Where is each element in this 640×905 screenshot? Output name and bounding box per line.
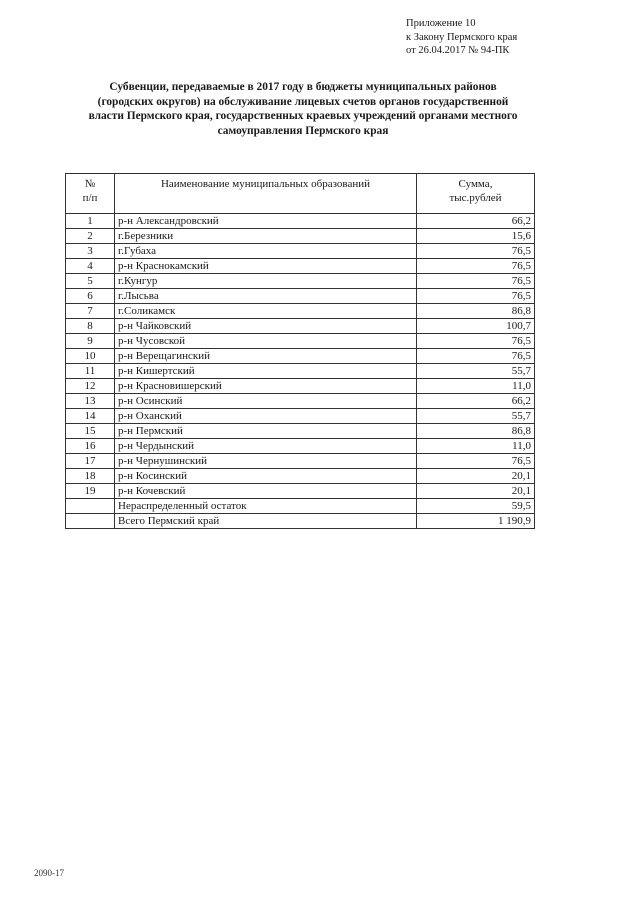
- row-number: 5: [66, 274, 115, 289]
- table-row: [66, 379, 535, 394]
- row-sum: 55,7: [417, 364, 535, 379]
- row-sum: 76,5: [417, 274, 535, 289]
- header-sum: [417, 174, 535, 214]
- annex-line-1: Приложение 10: [406, 18, 476, 29]
- table-row: [66, 514, 535, 529]
- table-row: [66, 244, 535, 259]
- title-line-2: (городских округов) на обслуживание лицевых счетов органов государственной: [97, 95, 509, 108]
- row-number: 9: [66, 334, 115, 349]
- title-line-4: самоуправления Пермского края: [217, 124, 389, 137]
- subvention-table: [65, 173, 535, 529]
- table-row: [66, 454, 535, 469]
- row-name: р-н Красновишерский: [115, 379, 417, 394]
- row-number: 2: [66, 229, 115, 244]
- table-row: [66, 259, 535, 274]
- row-sum: 66,2: [417, 214, 535, 229]
- row-name: р-н Кочевский: [115, 484, 417, 499]
- row-sum: 55,7: [417, 409, 535, 424]
- table-row: [66, 499, 535, 514]
- header-number-line-2: п/п: [82, 192, 98, 204]
- table-row: [66, 229, 535, 244]
- title-line-3: власти Пермского края, государственных краевых учреждений органами местного: [88, 110, 518, 123]
- row-number: [66, 514, 115, 529]
- row-sum: 86,8: [417, 304, 535, 319]
- table-row: [66, 304, 535, 319]
- title-line-1: Субвенции, передаваемые в 2017 году в бюджеты муниципальных районов: [109, 81, 497, 93]
- row-number: [66, 499, 115, 514]
- table-row: [66, 289, 535, 304]
- footer-document-code: 2090-17: [34, 868, 64, 878]
- row-number: 19: [66, 484, 115, 499]
- table-row: [66, 364, 535, 379]
- row-number: 6: [66, 289, 115, 304]
- row-sum: 76,5: [417, 334, 535, 349]
- row-number: 3: [66, 244, 115, 259]
- row-number: 15: [66, 424, 115, 439]
- table-row: [66, 409, 535, 424]
- table-row: [66, 349, 535, 364]
- row-sum: 11,0: [417, 379, 535, 394]
- header-name: Наименование муниципальных образований: [115, 174, 417, 214]
- row-sum: 100,7: [417, 319, 535, 334]
- table-row: [66, 484, 535, 499]
- row-number: 10: [66, 349, 115, 364]
- row-sum: 76,5: [417, 454, 535, 469]
- annex-reference: [406, 17, 517, 58]
- row-sum: 11,0: [417, 439, 535, 454]
- row-name: Всего Пермский край: [115, 514, 417, 529]
- row-number: 11: [66, 364, 115, 379]
- row-sum: 76,5: [417, 244, 535, 259]
- row-sum: 76,5: [417, 259, 535, 274]
- row-name: г.Губаха: [115, 244, 417, 259]
- header-sum-line-2: тыс.рублей: [449, 192, 502, 204]
- row-number: 16: [66, 439, 115, 454]
- row-number: 8: [66, 319, 115, 334]
- row-name: р-н Кишертский: [115, 364, 417, 379]
- row-sum: 76,5: [417, 289, 535, 304]
- row-name: р-н Чернушинский: [115, 454, 417, 469]
- row-sum: 86,8: [417, 424, 535, 439]
- row-number: 14: [66, 409, 115, 424]
- row-number: 17: [66, 454, 115, 469]
- table-body: [66, 214, 535, 529]
- row-name: р-н Чайковский: [115, 319, 417, 334]
- table-row: [66, 469, 535, 484]
- row-sum: 59,5: [417, 499, 535, 514]
- table-row: [66, 394, 535, 409]
- row-name: г.Кунгур: [115, 274, 417, 289]
- row-number: 7: [66, 304, 115, 319]
- row-sum: 20,1: [417, 484, 535, 499]
- document-title: [60, 80, 546, 138]
- row-sum: 20,1: [417, 469, 535, 484]
- row-number: 1: [66, 214, 115, 229]
- table-header-row: [66, 174, 535, 214]
- row-name: р-н Чердынский: [115, 439, 417, 454]
- row-number: 4: [66, 259, 115, 274]
- row-sum: 66,2: [417, 394, 535, 409]
- row-name: р-н Верещагинский: [115, 349, 417, 364]
- row-number: 18: [66, 469, 115, 484]
- row-number: 12: [66, 379, 115, 394]
- row-sum: 15,6: [417, 229, 535, 244]
- row-name: р-н Александровский: [115, 214, 417, 229]
- header-number-line-1: №: [84, 178, 96, 190]
- row-name: г.Лысьва: [115, 289, 417, 304]
- table-row: [66, 334, 535, 349]
- row-name: Нераспределенный остаток: [115, 499, 417, 514]
- row-name: р-н Пермский: [115, 424, 417, 439]
- row-number: 13: [66, 394, 115, 409]
- table-row: [66, 319, 535, 334]
- header-number: [66, 174, 115, 214]
- annex-line-2: к Закону Пермского края: [406, 31, 518, 43]
- row-name: р-н Осинский: [115, 394, 417, 409]
- row-name: р-н Оханский: [115, 409, 417, 424]
- annex-line-3: от 26.04.2017 № 94-ПК: [406, 45, 510, 56]
- row-name: р-н Краснокамский: [115, 259, 417, 274]
- header-sum-line-1: Сумма,: [458, 178, 493, 190]
- row-sum: 76,5: [417, 349, 535, 364]
- row-sum: 1 190,9: [417, 514, 535, 529]
- table-row: [66, 439, 535, 454]
- table-row: [66, 274, 535, 289]
- row-name: г.Березники: [115, 229, 417, 244]
- row-name: г.Соликамск: [115, 304, 417, 319]
- table-row: [66, 424, 535, 439]
- row-name: р-н Чусовской: [115, 334, 417, 349]
- row-name: р-н Косинский: [115, 469, 417, 484]
- table-row: [66, 214, 535, 229]
